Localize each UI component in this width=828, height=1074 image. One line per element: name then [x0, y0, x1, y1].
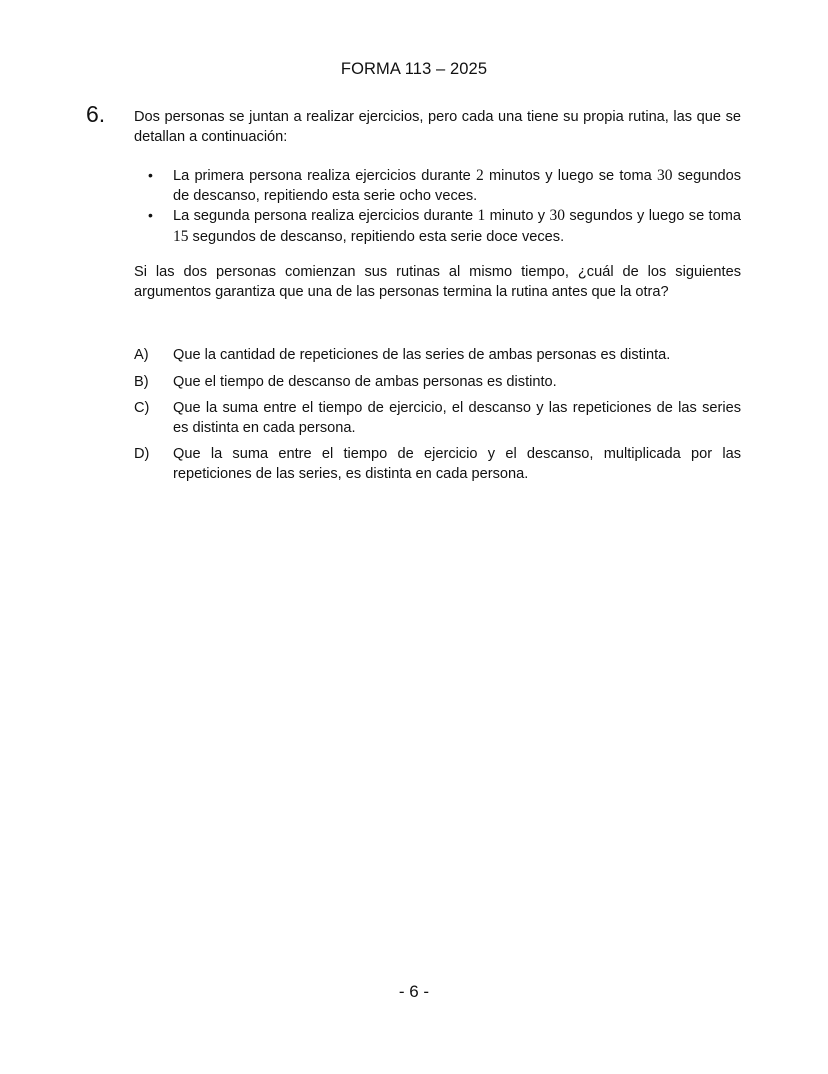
option-d[interactable] — [134, 445, 741, 484]
option-letter: D) — [134, 446, 150, 462]
math-number: 15 — [173, 227, 189, 245]
routine-list — [148, 166, 741, 247]
option-a[interactable] — [134, 346, 741, 366]
option-letter: B) — [134, 373, 149, 390]
math-number: 30 — [656, 167, 673, 184]
routine-item-person-1: • La primera persona realiza ejercicios durante 2 minutos y luego se toma 30 segundos de descanso, repitiendo esta serie ocho veces. — [148, 167, 741, 204]
option-b[interactable] — [134, 373, 741, 393]
answer-options — [134, 346, 741, 491]
math-number: 30 — [549, 207, 565, 224]
option-c[interactable] — [134, 399, 741, 438]
option-text: Que la cantidad de repeticiones de las series de ambas personas es distinta. — [173, 347, 671, 363]
bullet-icon: • — [148, 167, 153, 183]
option-letter: C) — [134, 400, 150, 416]
question-prompt: Si las dos personas comienzan sus rutinas al mismo tiempo, ¿cuál de los siguientes argumentos garantiza que una de las personas termina la rutina antes que la otra? — [134, 264, 741, 300]
option-text: Que la suma entre el tiempo de ejercicio, el descanso y las repeticiones de las series es distinta en cada persona. — [173, 400, 741, 436]
question-number: 6. — [86, 101, 106, 127]
option-text: Que el tiempo de descanso de ambas personas es distinto. — [173, 373, 557, 390]
bullet-icon: • — [148, 207, 153, 223]
page-header-title: FORMA 113 – 2025 — [340, 60, 488, 78]
option-letter: A) — [134, 347, 149, 363]
routine-item-person-2: • La segunda persona realiza ejercicios durante 1 minuto y 30 segundos y luego se toma 15 segundos de descanso, repitiendo esta serie doce veces. — [148, 207, 741, 245]
option-text: Que la suma entre el tiempo de ejercicio y el descanso, multiplicada por las repeticiones de las series, es distinta en cada persona. — [173, 446, 741, 482]
question-stem: Dos personas se juntan a realizar ejercicios, pero cada una tiene su propia rutina, las que se detallan a continuación: — [134, 109, 741, 145]
math-number: 1 — [477, 207, 486, 224]
math-number: 2 — [476, 167, 484, 184]
page-number: - 6 - — [398, 982, 430, 1001]
